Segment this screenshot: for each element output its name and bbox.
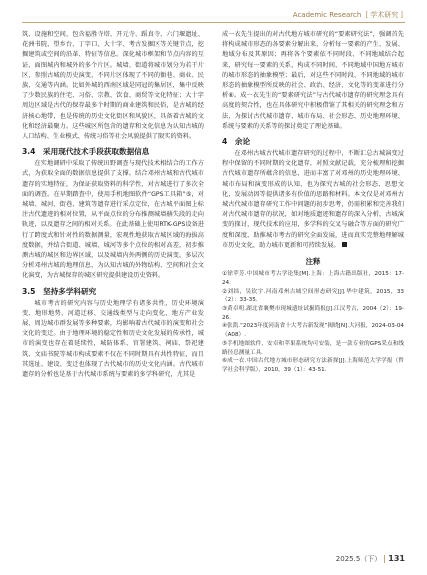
section-heading-3-4: 3.4 采用现代技术手段获取数据信息 [22,147,150,157]
running-header [293,10,405,20]
left-paragraph-2: 在实地调研中采取了传统田野调查与现代技术相结合的工作方式，为获取全面的数据信息提供了支撑。结合邓州古城和古代城市遗存的实地特征，为保证获取资料的科学性，对古城进行了多次全面的调查。在早期踏查中，使用手机地图软件“GPS工具箱”⑤，对城墙、城河、街巷、建筑等遗存进行采点定位，在古城平面图上标注古代遗迹的相对位置，从平面点位的分布推测城墙赫失段的走向轨迹，以及遗存之间的相对关系。在此基础上使用RTK-GPS设备进行了跨度式和针对性的数据测量，宏观性地获取古城区域的海拔高度数据，并结合街道、城墙、城河等多个点位的相对高差，初步推测古城的城区和边界区域，以及城墙内外两侧的历史演变。多层次分析邓州古城的地理信息，为认知古城的外物结构、空间和社会文化演变，为古城保存的城区研究提供建设历史资料。 [22,160,204,280]
right-column [222,30,404,375]
note-item: ③黄卓明.湖北省襄樊市现城遗址试掘简报[J].江汉考古，2004（2）：19-26. [222,306,404,321]
journal-name: Academic Research [292,11,362,19]
header-rule [22,22,405,23]
bracket-close: ] [400,11,403,19]
notes-list [222,270,404,374]
page-number: 131 [388,554,405,563]
left-paragraph-1: 筑、设施和空间，包含福胜寺塔、开元寺、蹈真寺、六门堰遗址、花洲书院、望乡台、丁字口、大十字、考古发掘区等关键节点，挖掘建筑或空间的沿革、特征等信息。深化城市框架和节点内容的互证，面图城内和城外的多个片区。城墙、街道将城市划分为若干片区，参照古城的历史演变，不同片区体现了不同的衙巷、商业、民族、交通等内涵。比如外城的西南区域是同冠的集居区，集中反映了少数民族的住宅、习俗、宗教、饮食、商贸等文化特征；大十字周边区域是古代的保存最多个时期的商业建筑和民俗，是古城的经济核心地带，也是传统的历史文化街区和风貌区，具备着古城的文化和经济最聚力。这些城区所包含的遗存和文化信息为认知古城的人口结构、生业模式、传统习俗等社会风貌提供了限实的资料。 [22,31,204,141]
left-paragraph-3: 城市考古的研究内容与历史地理学有诸多共性，历史环境演变、地形地势、河道迁移、交通线类型与走向变化、地方产业发展、周边城市群发展等多种要素，均影响着古代城市的演变和社会文化的变迁。由于地理环境的稳定性和历史文化发展的传承性，城市的演变也存在着延续性，城防体系、官署建筑、祠庙、祭祀建筑、文庙书院等城市构成要素不仅在不同时期具有共性特征，而且其选址、建设、变迁也体现了古代城市的历史文化内涵。古代城市遗存的分析也是基于古代城市系统与要素的多学科研究，尤其是 [22,299,204,379]
note-item: ④张凯.“2023年度河南省十大考古新发现”揭晓[N].大河报，2024-03-04（A08）. [222,323,404,339]
column-name: 学术研究 [370,11,399,19]
issue-date: 2025.5（下） [335,555,382,563]
note-item: ⑥成一衣.中国古代地方城市形态研究方法新探[J].上海师范大学学报（哲学社会科学版），2010，39（1）：43-51. [222,358,404,373]
note-item: ②刘纬，吴钦宇.河南邓州古城空间形态研究[J].华中建筑，2015，33（2）：33-35. [222,288,404,304]
right-paragraph-1: 成一衣先生提出的对古代地方城市研究的“要素研究法”，强调首先将构成城市形态的各要素分解出来，分析每一要素的产生、发展、地域分布及其原因；再将各个要素依不同时段、不同地域结合起来，研究每一要素的关系，构成不同时间、不同地域中国地方城市的城市形态的抽象模型；最后，对这些不同时段、不同地域的城市形态的抽象模型所反映的社会、政治、经济、文化等的变革进行分析⑥。成一衣先生的“要素研究法”与古代城市遗存的研究理念具有高度的契合性，也在具体研究中积极借鉴了其相关的研究理念和方法，为探讨古代城市遗存、城市布局、社会形态、历史地理环境、系统与要素的关系等的探讨奠定了理论基础。 [222,31,404,130]
bracket-open: [ [365,11,369,19]
section-heading-3-5: 3.5 坚持多学科研究 [22,286,97,296]
note-item: ⑤手机地图软件，安卓和苹果系统均可安装，是一款专业的GPS采点和线路径总测量工具. [222,340,404,356]
left-column [22,30,204,380]
page-footer [336,554,405,564]
right-paragraph-2 [222,149,404,251]
note-item: ①徐苹芳.中国城市考古学论集[M].上海：上海古籍出版社，2015：17-24. [222,271,404,286]
section-heading-4: 4 余论 [222,137,251,147]
conclusion-text: 在邓州古城古代城市遗存研究的过程中，不断汇总古城演变过程中保留的不同时期的文化遗存，对照文献记载，充分梳理和挖掘古代城市遗存所蕴含的信息，进而丰富了对邓州的历史地理环境、城市布局和演变形成的认知，也为探究古城的社会形态、思想文化、发展动因等提供诸多有价值的思路和材料。本文仅是对邓州古城古代城市遗存研究工作中问题的初步思考，仍需积累和完善我们对古代城市遗存的状况，如对地质遗迹和遗存的深入分析，古城演变的探讨，现代技术的应用，多学科的交叉与融合等方面的研究广度和深度，助推城市考古的研究全面发展，进而真实完整地理解城市历史文化，助力城市更新和可持续发展。 [222,150,404,249]
end-square-icon [342,242,347,247]
notes-title: 注释 [305,257,321,267]
footer-divider [384,555,385,563]
